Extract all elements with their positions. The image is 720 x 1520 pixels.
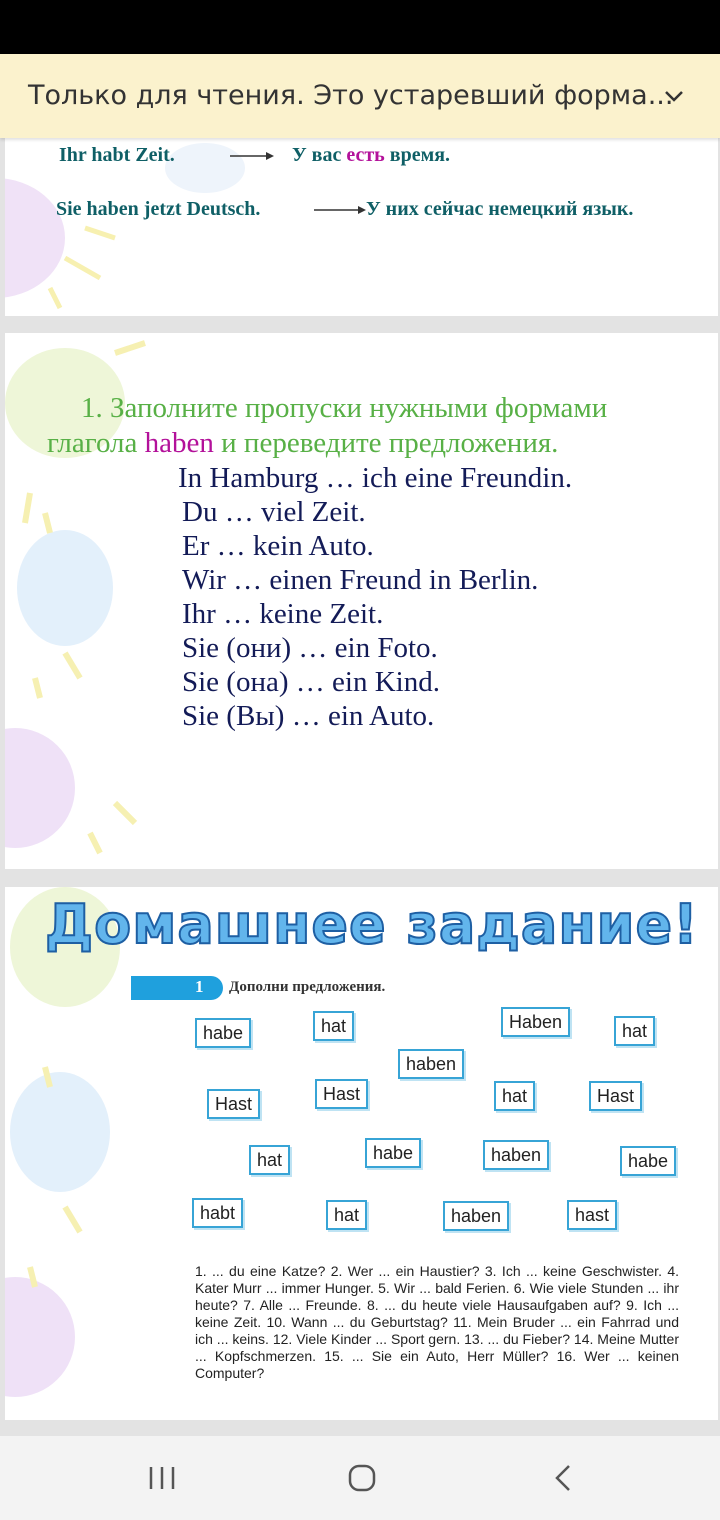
highlighted-word: есть (346, 144, 385, 166)
word-card: Hast (589, 1081, 642, 1111)
exercise-line: Wir … einen Freund in Berlin. (182, 564, 539, 596)
exercise-line: Sie (они) … ein Foto. (182, 632, 438, 664)
recent-apps-icon[interactable] (142, 1458, 182, 1498)
exercise-number: 1 (195, 977, 204, 996)
german-sentence: Ihr habt Zeit. (59, 144, 175, 166)
word-card: habe (620, 1146, 676, 1176)
homework-title: Домашнее задание! (45, 893, 699, 956)
home-icon[interactable] (342, 1458, 382, 1498)
word-card: hat (326, 1200, 367, 1230)
chevron-down-icon[interactable] (660, 82, 688, 110)
exercise-heading: Дополни предложения. (229, 979, 386, 995)
word-card: habe (195, 1018, 251, 1048)
exercise-number-badge (131, 976, 223, 1000)
word-card: Hast (315, 1079, 368, 1109)
word-card: Hast (207, 1089, 260, 1119)
word-card: hat (313, 1011, 354, 1041)
exercise-lines (178, 461, 572, 733)
arrow-icon (230, 150, 274, 162)
arrow-icon (314, 204, 366, 216)
exercise-line: Sie (она) … ein Kind. (182, 666, 440, 698)
word-card: haben (398, 1049, 464, 1079)
word-card: haben (483, 1140, 549, 1170)
word-card: habe (365, 1138, 421, 1168)
translation-part: У вас (292, 144, 347, 166)
back-icon[interactable] (544, 1458, 584, 1498)
title-part: и переведите предложения. (213, 427, 559, 459)
title-part: 1. Заполните пропуски нужными формами глагола (47, 392, 608, 459)
status-bar (0, 0, 720, 54)
russian-translation: У них сейчас немецкий язык. (366, 198, 634, 220)
highlighted-word: haben (144, 427, 214, 459)
german-sentence: Sie haben jetzt Deutsch. (56, 198, 261, 220)
word-card: Haben (501, 1007, 570, 1037)
task-title (47, 391, 697, 461)
word-card: hat (494, 1081, 535, 1111)
slide-2 (5, 333, 718, 869)
word-card: hast (567, 1200, 617, 1230)
exercise-text: 1. ... du eine Katze? 2. Wer ... ein Haustier? 3. Ich ... keine Geschwister. 4. Kater Murr ... immer Hunger. 5. Wir ... bald Ferien. 6. Wie viele Stunden ... ihr heute? 7. Alle ... Freunde. 8. ... du heute viele Hausaufgaben auf? 9. Ich ... keine Zeit. 10. Wann ... du Geburtstag? 11. Mein Bruder ... ein Fahrrad und ich ... keins. 12. Viele Kinder ... Sport gern. 13. ... du Fieber? 14. Meine Mutter ... Kopfschmerzen. 15. ... Sie ein Auto, Herr Müller? 16. Wer ... keinen Computer? (195, 1263, 679, 1381)
read-only-banner[interactable] (0, 54, 720, 138)
navigation-bar (0, 1436, 720, 1520)
word-card: hat (614, 1016, 655, 1046)
slide-3 (5, 887, 718, 1420)
banner-text: Только для чтения. Это устаревший форма... (28, 80, 674, 111)
exercise-line: Du … viel Zeit. (182, 496, 366, 528)
word-card: haben (443, 1201, 509, 1231)
exercise-line: Sie (Вы) … ein Auto. (182, 700, 435, 732)
slide-1 (5, 138, 718, 316)
exercise-line: Ihr … keine Zeit. (182, 598, 384, 630)
exercise-line: In Hamburg … ich eine Freundin. (178, 462, 573, 494)
exercise-line: Er … kein Auto. (182, 530, 374, 562)
russian-translation (292, 144, 450, 167)
translation-part: время. (384, 144, 451, 166)
word-card: hat (249, 1145, 290, 1175)
word-card: habt (192, 1198, 243, 1228)
